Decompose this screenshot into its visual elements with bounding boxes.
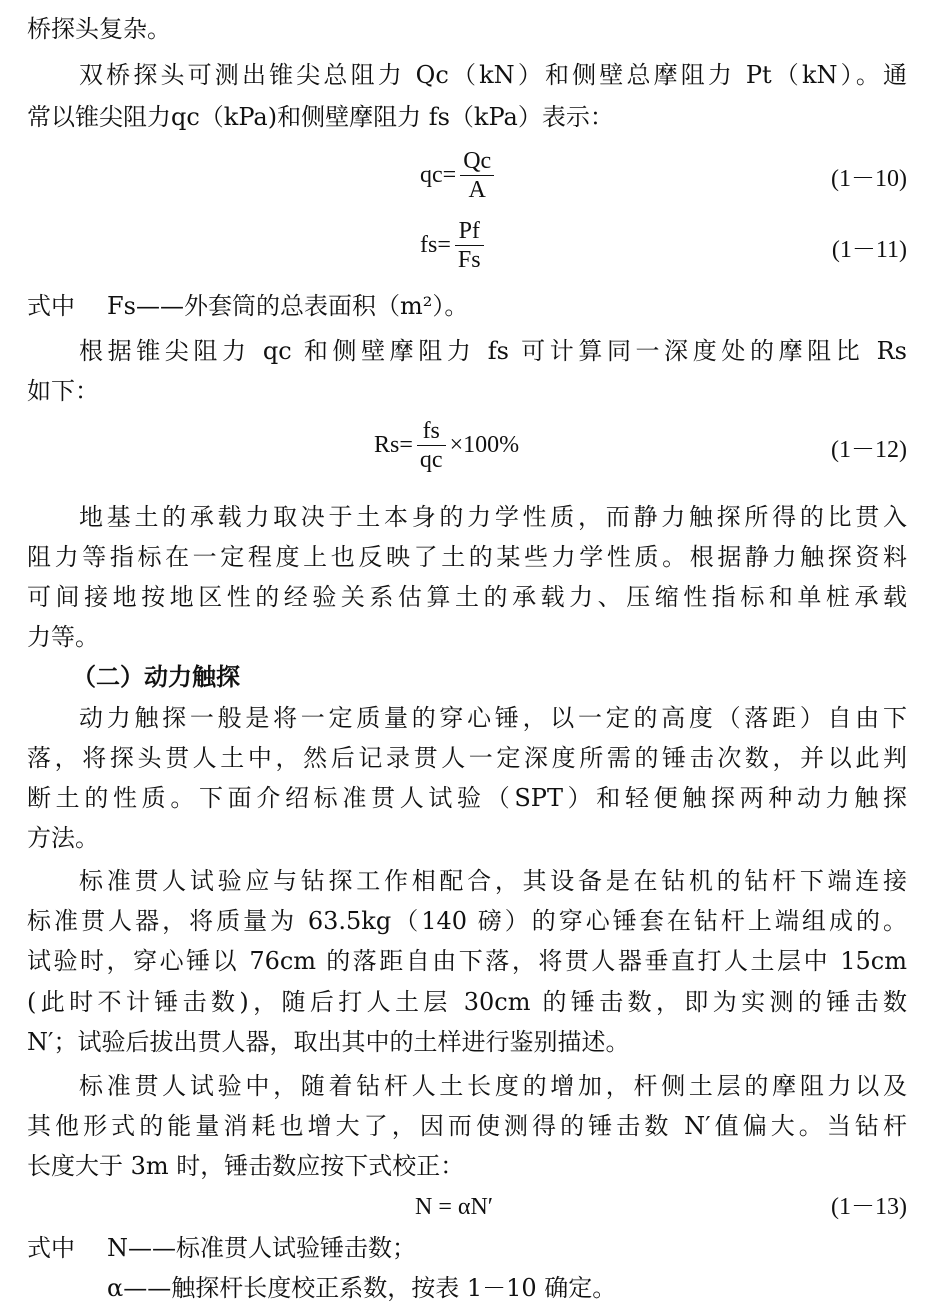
fraction-numerator: Qc [460, 148, 494, 176]
formula-lhs: Rs [374, 432, 400, 458]
text-line: 力等。 [27, 623, 99, 651]
text-line: 可间接地按地区性的经验关系估算土的承载力、压缩性指标和单桩承载 [27, 583, 907, 611]
text-line: 阻力等指标在一定程度上也反映了土的某些力学性质。根据静力触探资料 [27, 543, 907, 571]
text-line: 试验时，穿心锤以 76cm 的落距自由下落，将贯人器垂直打人土层中 15cm [27, 947, 907, 975]
section-heading: （二）动力触探 [72, 663, 240, 691]
fraction-denominator: Fs [457, 247, 481, 273]
text-line: 标准贯人器，将质量为 63.5kg（140 磅）的穿心锤套在钻杆上端组成的。 [27, 907, 907, 935]
variable-definition: α——触探杆长度校正系数，按表 1－10 确定。 [107, 1274, 617, 1302]
text-line: 其他形式的能量消耗也增大了，因而使测得的锤击数 N′值偏大。当钻杆 [27, 1112, 907, 1140]
formula-lhs: fs [420, 232, 438, 258]
variable-definition: N——标准贯人试验锤击数； [107, 1234, 416, 1262]
text-line: 常以锥尖阻力qc（kPa)和侧壁摩阻力 fs（kPa）表示： [27, 103, 614, 131]
fraction-denominator: A [468, 177, 486, 203]
text-line: 双桥探头可测出锥尖总阻力 Qc（kN）和侧壁总摩阻力 Pt（kN）。通 [79, 61, 907, 89]
text-line: 地基土的承载力取决于土本身的力学性质，而静力触探所得的比贯入 [79, 503, 907, 531]
fraction [417, 418, 446, 473]
equals-sign: = [437, 232, 451, 258]
text-line: 动力触探一般是将一定质量的穿心锤，以一定的高度（落距）自由下 [79, 704, 907, 732]
fraction [455, 218, 484, 273]
formula-tail: ×100% [449, 432, 520, 458]
text-line: 长度大于 3m 时，锤击数应按下式校正： [27, 1152, 465, 1180]
equation-number: (1－12) [831, 437, 907, 463]
text-line: (此时不计锤击数)，随后打人土层 30cm 的锤击数，即为实测的锤击数 [27, 988, 907, 1016]
equals-sign: = [442, 162, 457, 188]
text-line: 标准贯人试验应与钻探工作相配合，其设备是在钻机的钻杆下端连接 [79, 867, 907, 895]
equals-sign: = [399, 432, 413, 458]
fraction [460, 148, 494, 203]
where-label: 式中 [27, 292, 75, 320]
equation-number: (1－13) [831, 1194, 907, 1220]
formula-lhs: qc [420, 162, 443, 188]
equation-number: (1－10) [831, 166, 907, 192]
text-line: N′；试验后拔出贯人器，取出其中的土样进行鉴别描述。 [27, 1028, 630, 1056]
formula-fs [420, 218, 488, 273]
where-label: 式中 [27, 1234, 75, 1262]
variable-definition: Fs——外套筒的总表面积（m²）。 [107, 292, 469, 320]
text-line: 如下： [27, 377, 99, 405]
text-line: 落，将探头贯人土中，然后记录贯人一定深度所需的锤击次数，并以此判 [27, 744, 907, 772]
formula-qc [420, 148, 498, 203]
fraction-numerator: Pf [455, 218, 484, 246]
text-line: 标准贯人试验中，随着钻杆人土长度的增加，杆侧土层的摩阻力以及 [79, 1072, 907, 1100]
text-line: 断土的性质。下面介绍标准贯人试验（SPT）和轻便触探两种动力触探 [27, 784, 907, 812]
formula-n: N = αN′ [415, 1194, 494, 1220]
equation-number: (1－11) [831, 237, 907, 263]
text-line: 根据锥尖阻力 qc 和侧壁摩阻力 fs 可计算同一深度处的摩阻比 Rs [79, 337, 907, 365]
text-line: 方法。 [27, 824, 99, 852]
formula-rs [374, 418, 519, 473]
fraction-denominator: qc [419, 447, 443, 473]
text-line: 桥探头复杂。 [27, 15, 171, 43]
fraction-numerator: fs [417, 418, 446, 446]
